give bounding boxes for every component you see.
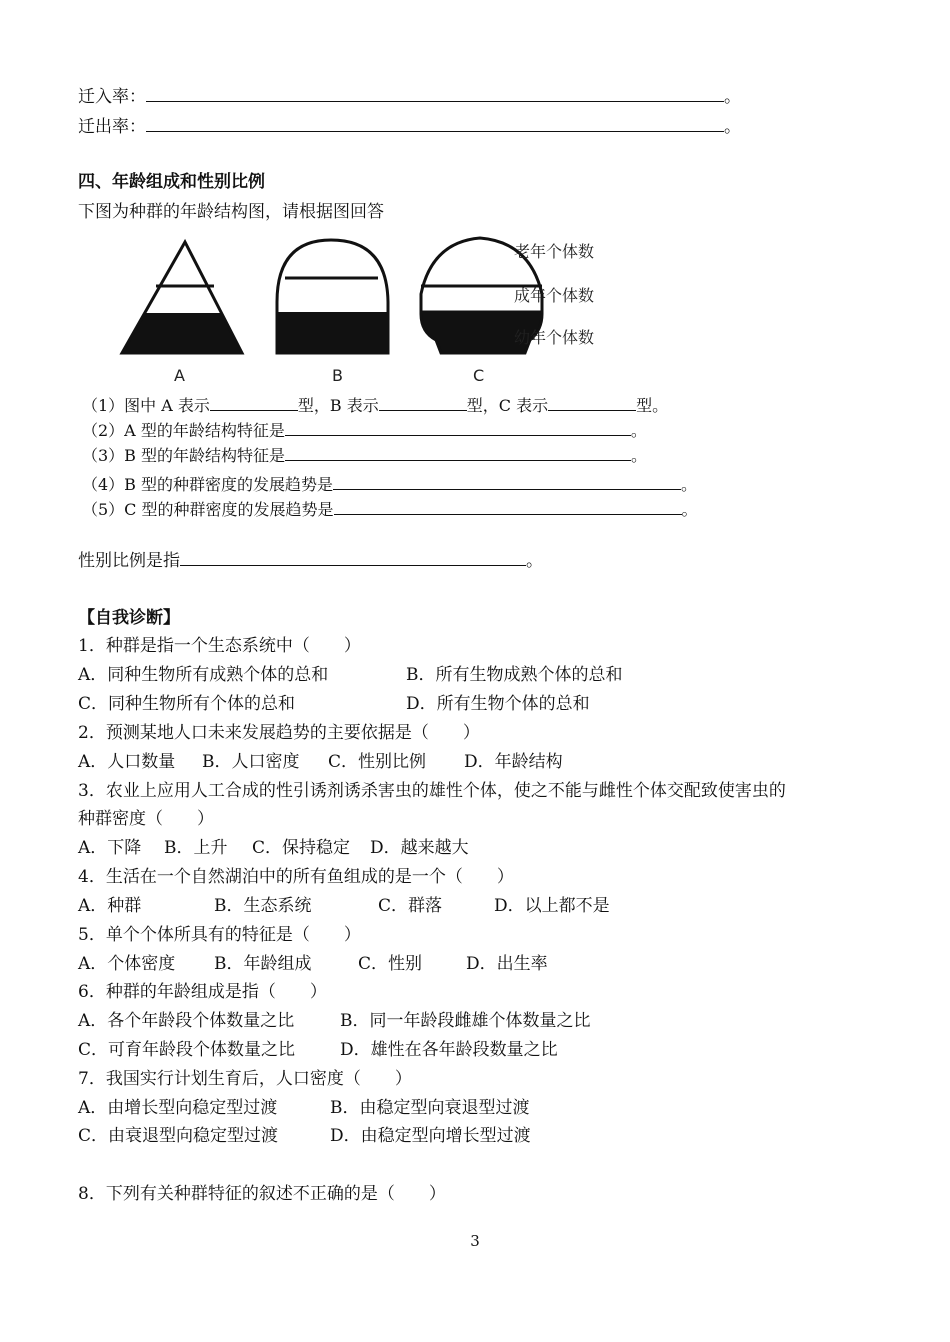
q5-option-a[interactable]: A．个体密度: [78, 954, 176, 974]
q1-option-a[interactable]: A．同种生物所有成熟个体的总和: [78, 665, 329, 685]
question-3-options: [78, 836, 469, 860]
age-structure-figure: [110, 232, 630, 392]
q3-option-b[interactable]: B．上升: [164, 838, 228, 858]
sex-ratio-blank[interactable]: [180, 548, 526, 566]
question-1-options-row2: [78, 692, 590, 716]
q2-option-c[interactable]: C．性别比例: [328, 752, 427, 772]
q6-option-a[interactable]: A．各个年龄段个体数量之比: [78, 1011, 295, 1031]
q2-blank[interactable]: [285, 418, 631, 436]
question-1-line: （1）图中 A 表示 型，B 表示 型，C 表示 型。: [82, 393, 668, 418]
self-diagnosis-title: 【自我诊断】: [78, 608, 180, 628]
question-4-options: [78, 894, 610, 918]
sex-ratio-line: 性别比例是指 。: [78, 548, 543, 573]
q6-option-c[interactable]: C．可育年龄段个体数量之比: [78, 1040, 296, 1060]
question-3-stem-cont: 种群密度（ ）: [78, 809, 214, 829]
question-7-options-row2: [78, 1124, 531, 1148]
immigration-rate-blank[interactable]: [146, 84, 724, 102]
q3-blank[interactable]: [285, 443, 631, 461]
q2-option-b[interactable]: B．人口密度: [202, 752, 300, 772]
section-4-intro: 下图为种群的年龄结构图，请根据图回答: [78, 202, 384, 222]
legend-young: 幼年个体数: [514, 328, 595, 347]
pyramid-b-shape: [270, 240, 400, 357]
q7-option-c[interactable]: C．由衰退型向稳定型过渡: [78, 1126, 279, 1146]
q1-blank-b[interactable]: [379, 393, 467, 411]
q4-option-c[interactable]: C．群落: [378, 896, 443, 916]
q4-blank[interactable]: [333, 472, 681, 490]
question-2-stem: 2．预测某地人口未来发展趋势的主要依据是（ ）: [78, 723, 480, 743]
q2-option-d[interactable]: D．年龄结构: [464, 752, 563, 772]
q3-option-a[interactable]: A．下降: [78, 838, 142, 858]
q4-option-b[interactable]: B．生态系统: [214, 896, 312, 916]
question-5-line: （5）C 型的种群密度的发展趋势是 。: [82, 497, 698, 522]
caption-a: A: [174, 366, 185, 385]
q2-option-a[interactable]: A．人口数量: [78, 752, 176, 772]
question-3-stem: 3．农业上应用人工合成的性引诱剂诱杀害虫的雄性个体，使之不能与雌性个体交配致使害虫的: [78, 781, 786, 801]
q5-blank[interactable]: [334, 497, 682, 515]
emigration-rate-blank[interactable]: [146, 114, 724, 132]
q7-option-d[interactable]: D．由稳定型向增长型过渡: [330, 1126, 531, 1146]
q6-option-d[interactable]: D．雄性在各年龄段数量之比: [340, 1040, 558, 1060]
question-2-line: （2）A 型的年龄结构特征是 。: [82, 418, 647, 443]
question-6-stem: 6．种群的年龄组成是指（ ）: [78, 982, 327, 1002]
q4-option-d[interactable]: D．以上都不是: [494, 896, 610, 916]
q1-option-d[interactable]: D．所有生物个体的总和: [406, 694, 590, 714]
question-4-line: （4）B 型的种群密度的发展趋势是 。: [82, 472, 697, 497]
question-8-stem: 8．下列有关种群特征的叙述不正确的是（ ）: [78, 1184, 446, 1204]
caption-c: C: [473, 366, 485, 385]
emigration-rate-label: 迁出率：: [78, 117, 146, 137]
q5-option-d[interactable]: D．出生率: [466, 954, 548, 974]
q3-option-d[interactable]: D．越来越大: [370, 838, 469, 858]
question-1-options-row1: [78, 663, 623, 687]
question-7-options-row1: [78, 1096, 530, 1120]
question-4-stem: 4．生活在一个自然湖泊中的所有鱼组成的是一个（ ）: [78, 867, 514, 887]
question-6-options-row1: [78, 1009, 591, 1033]
q7-option-b[interactable]: B．由稳定型向衰退型过渡: [330, 1098, 530, 1118]
question-5-options: [78, 952, 548, 976]
q5-option-c[interactable]: C．性别: [358, 954, 423, 974]
question-6-options-row2: [78, 1038, 558, 1062]
question-5-stem: 5．单个个体所具有的特征是（ ）: [78, 925, 361, 945]
immigration-rate-line: 迁入率： 。: [78, 84, 741, 109]
q1-blank-c[interactable]: [548, 393, 636, 411]
q6-option-b[interactable]: B．同一年龄段雌雄个体数量之比: [340, 1011, 591, 1031]
q4-option-a[interactable]: A．种群: [78, 896, 142, 916]
q1-option-c[interactable]: C．同种生物所有个体的总和: [78, 694, 296, 714]
q7-option-a[interactable]: A．由增长型向稳定型过渡: [78, 1098, 278, 1118]
section-4-title: 四、年龄组成和性别比例: [78, 172, 265, 192]
q5-option-b[interactable]: B．年龄组成: [214, 954, 312, 974]
q1-option-b[interactable]: B．所有生物成熟个体的总和: [406, 665, 623, 685]
q3-option-c[interactable]: C．保持稳定: [252, 838, 351, 858]
pyramid-a-shape: [110, 242, 260, 358]
immigration-rate-label: 迁入率：: [78, 87, 146, 107]
caption-b: B: [332, 366, 343, 385]
emigration-rate-line: 迁出率： 。: [78, 114, 741, 139]
page-number: 3: [470, 1232, 480, 1250]
question-2-options: [78, 750, 563, 774]
q1-blank-a[interactable]: [210, 393, 298, 411]
legend-old: 老年个体数: [514, 242, 595, 261]
question-7-stem: 7．我国实行计划生育后，人口密度（ ）: [78, 1069, 412, 1089]
question-1-stem: 1．种群是指一个生态系统中（ ）: [78, 636, 361, 656]
legend-adult: 成年个体数: [514, 286, 595, 305]
question-3-line: （3）B 型的年龄结构特征是 。: [82, 443, 647, 468]
